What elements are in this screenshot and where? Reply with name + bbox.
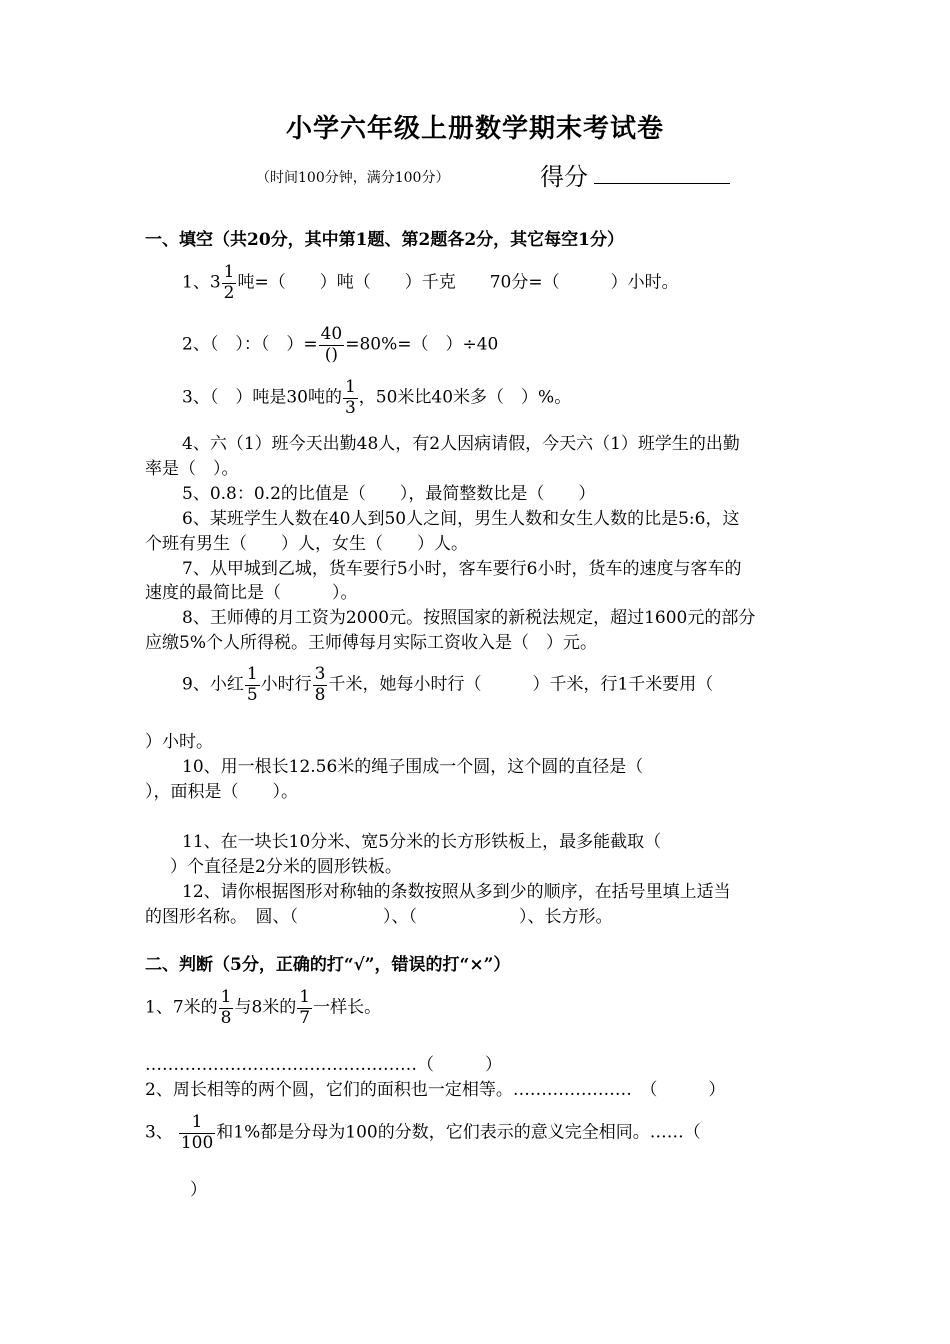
question-10-line1: 10、用一根长12.56米的绳子围成一个圆，这个圆的直径是（	[182, 757, 644, 777]
question-4-line1: 4、六（1）班今天出勤48人，有2人因病请假，今天六（1）班学生的出勤	[182, 434, 740, 454]
fraction: $\frac{1}{8}$	[220, 987, 232, 1028]
score-blank[interactable]	[594, 183, 730, 184]
question-8-line2: 应缴5%个人所得税。王师傅每月实际工资收入是（ ）元。	[145, 633, 597, 653]
page-title: 小学六年级上册数学期末考试卷	[285, 114, 664, 144]
fraction: $\frac{1}{5}$	[246, 664, 258, 705]
question-2: 2、（ ）：（ ）= $\frac{40}{()}$ =80%=（ ）÷40	[182, 324, 499, 365]
fraction: $\frac{1}{100}$	[180, 1112, 214, 1153]
question-7-line1: 7、从甲城到乙城，货车要行5小时，客车要行6小时，货车的速度与客车的	[182, 559, 742, 579]
fraction: $\frac{1}{7}$	[299, 987, 311, 1028]
section2-heading: 二、判断（5分，正确的打“√”，错误的打“×”）	[145, 955, 511, 975]
judgement-1-line2: …………………………………………（ ）	[145, 1055, 502, 1075]
fraction: $\frac{3}{8}$	[314, 664, 326, 705]
fraction: $\frac{40}{()}$	[320, 324, 343, 365]
question-1: 1、3 $\frac{1}{2}$ 吨=（ ）吨（ ）千克 70分=（ ）小时。	[182, 262, 679, 303]
judgement-2: 2、周长相等的两个圆，它们的面积也一定相等。………………… （ ）	[145, 1080, 726, 1100]
fraction: $\frac{1}{3}$	[344, 377, 356, 418]
section1-heading: 一、填空（共20分，其中第1题、第2题各2分，其它每空1分）	[145, 230, 624, 250]
question-12-line2: 的图形名称。 圆、（ ）、（ ）、长方形。	[145, 907, 613, 927]
time-and-full-marks: （时间100分钟，满分100分）	[256, 170, 450, 186]
judgement-1: 1、7米的 $\frac{1}{8}$ 与8米的 $\frac{1}{7}$ 一样长。	[145, 987, 382, 1028]
question-11-line2: ）个直径是2分米的圆形铁板。	[170, 857, 402, 877]
judgement-3-line2: ）	[190, 1180, 207, 1200]
question-6-line2: 个班有男生（ ）人，女生（ ）人。	[145, 534, 468, 554]
question-4-line2: 率是（ ）。	[145, 459, 239, 479]
question-11-line1: 11、在一块长10分米、宽5分米的长方形铁板上，最多能截取（	[182, 832, 662, 852]
question-7-line2: 速度的最简比是（ ）。	[145, 583, 358, 603]
question-6-line1: 6、某班学生人数在40人到50人之间，男生人数和女生人数的比是5:6，这	[182, 509, 740, 529]
question-10-line2: ），面积是（ ）。	[145, 782, 298, 802]
question-5: 5、0.8：0.2的比值是（ ），最简整数比是（ ）	[182, 484, 596, 504]
question-3: 3、（ ）吨是30吨的 $\frac{1}{3}$ ，50米比40米多（ ）%。	[182, 377, 572, 418]
question-12-line1: 12、请你根据图形对称轴的条数按照从多到少的顺序，在括号里填上适当	[182, 882, 731, 902]
judgement-3: 3、 $\frac{1}{100}$ 和1%都是分母为100的分数，它们表示的意义完全相同。……（	[145, 1112, 701, 1153]
score-label: 得分	[540, 163, 588, 191]
fraction: $\frac{1}{2}$	[223, 262, 235, 303]
question-8-line1: 8、王师傅的月工资为2000元。按照国家的新税法规定，超过1600元的部分	[182, 608, 756, 628]
question-9: 9、小红 $\frac{1}{5}$ 小时行 $\frac{3}{8}$ 千米，她每小时行（ ）千米，行1千米要用（	[182, 664, 714, 705]
question-9-line2: ）小时。	[145, 732, 213, 752]
